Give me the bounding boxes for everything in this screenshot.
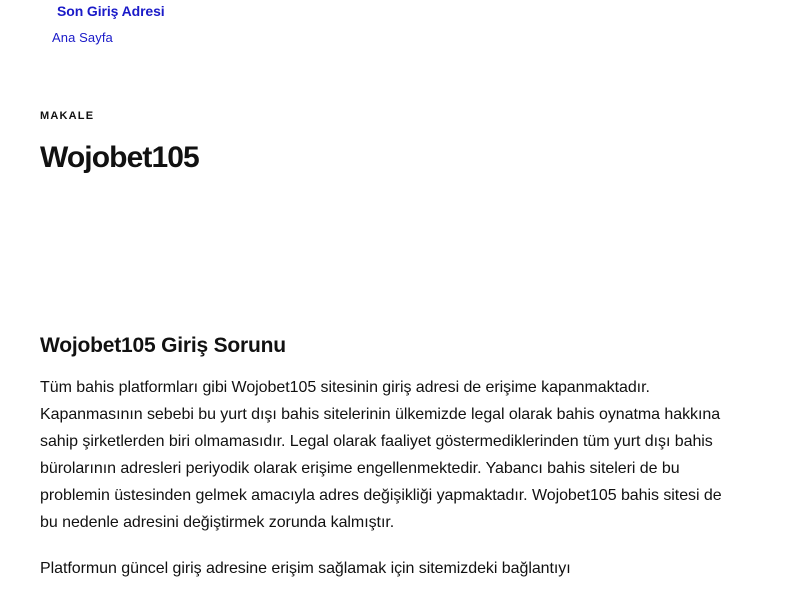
nav-item-home [52,29,113,47]
article-paragraph: Platformun güncel giriş adresine erişim sağlamak için sitemizdeki bağlantıyı [40,560,571,577]
section-heading: Wojobet105 Giriş Sorunu [40,334,286,357]
article-content [40,332,730,600]
primary-nav [52,29,113,47]
article-paragraph: Tüm bahis platformları gibi Wojobet105 sitesinin giriş adresi de erişime kapanmaktadır. Kapanmasının sebebi bu yurt dışı bahis sitelerinin ülkemizde legal olarak bahis oynatma hakkına sahip şirketlerden biri olmamasıdır. Legal olarak faaliyet göstermediklerinden tüm yurt dışı bahis bürolarının adresleri periyodik olarak erişime engellenmektedir. Yabancı bahis siteleri de bu problemin üstesinden gelmek amacıyla adres değişikliği yapmaktadır. Wojobet105 bahis sitesi de bu nedenle adresini değiştirmek zorunda kalmıştır. [40,379,722,531]
nav-link-home[interactable]: Ana Sayfa [52,30,113,45]
article-category: MAKALE [40,110,95,122]
page-title: Wojobet105 [40,141,199,174]
site-title-link[interactable]: Son Giriş Adresi [57,3,165,19]
